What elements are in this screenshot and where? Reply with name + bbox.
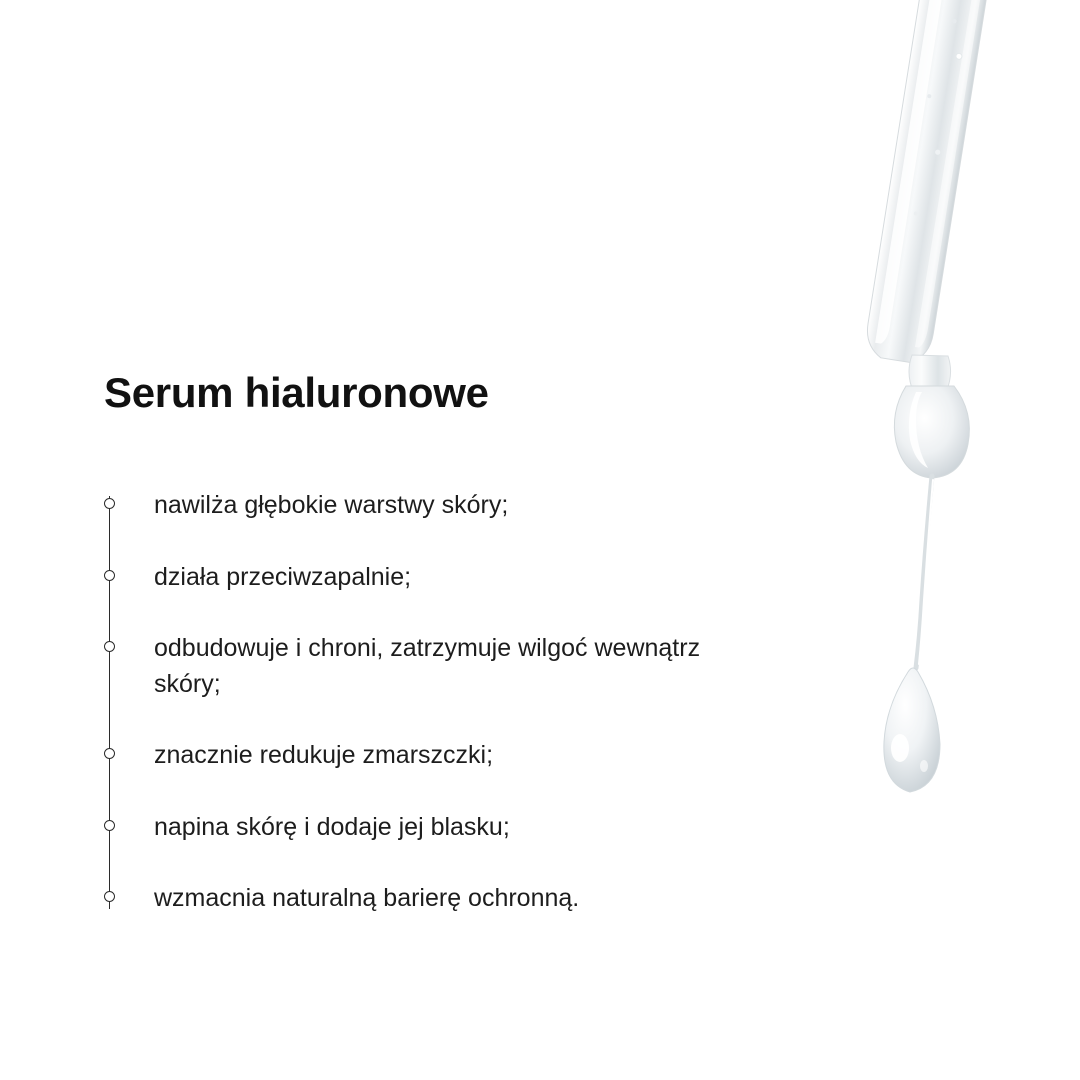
- bullet-ring-icon: [104, 641, 115, 652]
- list-item: [104, 631, 784, 702]
- page-title: Serum hialuronowe: [104, 369, 489, 416]
- list-item: [104, 560, 784, 596]
- bullet-ring-icon: [104, 570, 115, 581]
- serum-dropper-illustration: [740, 0, 1080, 900]
- list-item: [104, 810, 784, 846]
- benefit-text: nawilża głębokie warstwy skóry;: [154, 491, 509, 520]
- timeline-connector-line: [109, 496, 110, 909]
- benefit-text: działa przeciwzapalnie;: [154, 562, 412, 591]
- content-block: [104, 370, 784, 917]
- benefit-text: napina skórę i dodaje jej blasku;: [154, 812, 510, 841]
- list-item: [104, 488, 784, 524]
- bullet-ring-icon: [104, 891, 115, 902]
- benefit-text: znacznie redukuje zmarszczki;: [154, 741, 494, 770]
- benefits-list: [104, 488, 784, 917]
- bullet-ring-icon: [104, 498, 115, 509]
- list-item: [104, 881, 784, 917]
- list-item: [104, 738, 784, 774]
- bullet-ring-icon: [104, 748, 115, 759]
- benefit-text: odbudowuje i chroni, zatrzymuje wilgoć wewnątrz skóry;: [154, 634, 701, 698]
- bullet-ring-icon: [104, 820, 115, 831]
- benefit-text: wzmacnia naturalną barierę ochronną.: [154, 884, 580, 913]
